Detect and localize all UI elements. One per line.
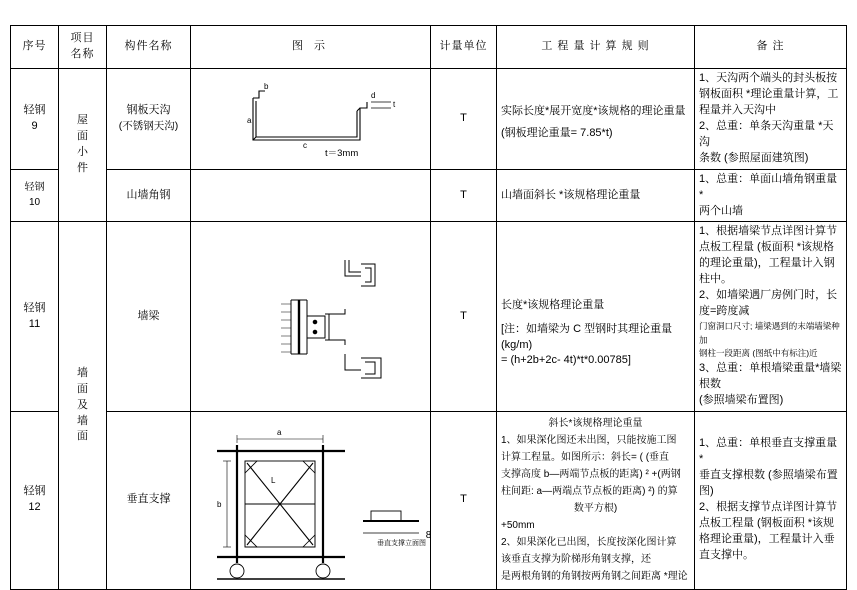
row-seq	[11, 411, 59, 589]
part-name-main: 墙梁	[137, 309, 160, 322]
note-line: (参照墙梁布置图)	[699, 393, 784, 406]
note-line: 柱中。	[699, 273, 732, 286]
rule-line: 支撑高度 b—两端节点板的距离) ² +(两钢	[501, 469, 681, 481]
rule-line: +50mm	[501, 520, 535, 532]
project-group-wall-char1: 墙	[77, 366, 88, 379]
row-part-name	[107, 222, 191, 411]
figure-gutter-mark-b: b	[264, 81, 269, 91]
rule-line: [注：如墙梁为 C 型钢时其理论重量 (kg/m)	[501, 322, 673, 351]
header-note: 备 注	[695, 26, 847, 69]
row-seq	[11, 222, 59, 411]
table-row	[11, 411, 847, 589]
note-line: 点板工程量 (板面积 *该规格	[699, 241, 835, 254]
row-unit: T	[431, 69, 497, 170]
table-header-row	[11, 26, 847, 69]
rule-line: 长度*该规格理论重量	[501, 298, 605, 311]
row-note	[695, 69, 847, 170]
note-line: 1、总重：单根垂直支撑重量 *	[699, 437, 838, 466]
figure-gutter-mark-c: c	[303, 140, 307, 150]
part-name-main: 垂直支撑	[126, 493, 171, 506]
row-seq-line2: 12	[28, 501, 41, 514]
row-note	[695, 222, 847, 411]
rule-line: (钢板理论重量= 7.85*t)	[501, 126, 613, 139]
figure-brace-label-L: L	[271, 476, 276, 486]
row-rule	[497, 69, 695, 170]
row-unit: T	[431, 222, 497, 411]
note-line: 1、总重：单面山墙角钢重量 *	[699, 172, 838, 201]
row-seq	[11, 69, 59, 170]
row-figure-empty	[191, 169, 431, 222]
row-seq-line2: 11	[28, 317, 41, 330]
header-figure: 图 示	[191, 26, 431, 69]
project-group-wall-char2: 面	[77, 382, 88, 395]
rule-line: 山墙面斜长 *该规格理论重量	[501, 188, 641, 201]
row-part-name	[107, 411, 191, 589]
note-line: 2、根据支撑节点详图计算节	[699, 501, 838, 514]
note-line: 钢柱一段距离 (图纸中有标注)近	[699, 348, 818, 359]
row-note	[695, 169, 847, 222]
figure-gutter-label-t: t	[393, 99, 396, 109]
row-figure-brace	[191, 411, 431, 589]
figure-wall-beam-drawing	[195, 242, 426, 392]
row-seq	[11, 169, 59, 222]
page-number: 8	[425, 530, 432, 541]
figure-gutter-drawing	[195, 78, 426, 160]
note-line: 2、总重：单条天沟重量 *天沟	[699, 119, 834, 148]
rule-line: 计算工程量。如图所示：斜长= ( (垂直	[501, 452, 670, 464]
part-name-sub: (不锈钢天沟)	[118, 120, 179, 133]
note-line: 3、总重：单根墙梁重量*墙梁根数	[699, 361, 842, 390]
rule-line: 1、如果深化图还未出图，只能按施工图	[501, 435, 677, 447]
project-group-roof	[59, 69, 107, 222]
project-group-wall-char3: 及	[77, 398, 88, 411]
header-seq: 序号	[11, 26, 59, 69]
row-rule	[497, 169, 695, 222]
specification-table	[10, 25, 847, 590]
note-line: 直支撑中。	[699, 548, 754, 561]
note-line: 门窗洞口尺寸; 墙梁遇到的末端墙梁种加	[699, 321, 840, 345]
figure-brace-drawing	[195, 415, 426, 585]
project-group-roof-char4: 件	[77, 162, 88, 175]
note-line: 1、根据墙梁节点详图计算节	[699, 225, 838, 238]
part-name-main: 山墙角钢	[126, 188, 171, 201]
rule-line: 斜长*该规格理论重量	[548, 418, 643, 430]
rule-line: 柱间距: a—两端点节点板的距离) ²) 的算	[501, 486, 678, 498]
rule-line: 该垂直支撑为阶梯形角钢支撑，还	[501, 554, 651, 566]
row-rule	[497, 411, 695, 589]
figure-gutter-thickness-note: t＝3mm	[325, 147, 359, 159]
header-rule: 工 程 量 计 算 规 则	[497, 26, 695, 69]
row-part-name	[107, 69, 191, 170]
figure-brace-label-a: a	[277, 428, 282, 438]
figure-brace-caption: 垂直支撑立面图	[377, 540, 426, 548]
note-line: 的理论重量)，工程量计入钢	[699, 257, 835, 270]
row-figure-gutter	[191, 69, 431, 170]
project-group-wall-char4: 墙	[77, 414, 88, 427]
rule-line: = (h+2b+2c- 4t)*t*0.00785]	[501, 354, 631, 367]
note-line: 格理论重量)，工程量计入垂	[699, 533, 835, 546]
rule-line: 2、如果深化已出图，长度按深化图计算	[501, 537, 677, 549]
note-line: 程量并入天沟中	[699, 103, 776, 116]
project-group-roof-char2: 面	[77, 130, 88, 143]
row-seq-line1: 轻钢	[23, 301, 46, 314]
note-line: 点板工程量 (钢板面积 *该规	[699, 517, 835, 530]
note-line: 垂直支撑根数 (参照墙梁布置	[699, 469, 838, 482]
row-figure-wall-beam	[191, 222, 431, 411]
row-seq-line1: 轻钢	[23, 103, 46, 116]
table-row	[11, 169, 847, 222]
table-row	[11, 69, 847, 170]
row-note	[695, 411, 847, 589]
part-name-main: 钢板天沟	[126, 104, 171, 117]
row-seq-line2: 10	[28, 196, 41, 208]
row-seq-line1: 轻钢	[24, 182, 45, 194]
project-group-wall-char5: 面	[77, 430, 88, 443]
row-seq-line2: 9	[31, 119, 38, 132]
note-line: 两个山墙	[699, 204, 743, 217]
header-unit: 计量单位	[431, 26, 497, 69]
note-line: 条数 (参照屋面建筑图)	[699, 151, 809, 164]
note-line: 1、天沟两个端头的封头板按	[699, 72, 838, 84]
header-project-line2: 名称	[70, 48, 95, 60]
row-rule	[497, 222, 695, 411]
header-project-line1: 项目	[70, 32, 95, 45]
header-project	[59, 26, 107, 69]
table-row	[11, 222, 847, 411]
rule-line: 实际长度*展开宽度*该规格的理论重量	[501, 104, 686, 117]
project-group-roof-char1: 屋	[77, 114, 88, 127]
figure-brace-label-b: b	[217, 500, 222, 510]
rule-line: 是两根角钢的角钢按两角钢之间距离 *理论	[501, 571, 688, 583]
row-seq-line1: 轻钢	[23, 485, 46, 498]
rule-line: 数平方根)	[573, 503, 618, 515]
row-unit: T	[431, 169, 497, 222]
row-part-name	[107, 169, 191, 222]
note-line: 图)	[699, 485, 714, 498]
note-line: 钢板面积 *理论重量计算，工	[699, 87, 839, 100]
row-unit: T	[431, 411, 497, 589]
project-group-roof-char3: 小	[77, 146, 88, 159]
note-line: 2、如墙梁遇厂房例门时，长度=跨度减	[699, 289, 838, 318]
figure-gutter-mark-d: d	[371, 90, 376, 100]
header-part-name: 构件名称	[107, 26, 191, 69]
figure-gutter-mark-a: a	[247, 115, 252, 125]
